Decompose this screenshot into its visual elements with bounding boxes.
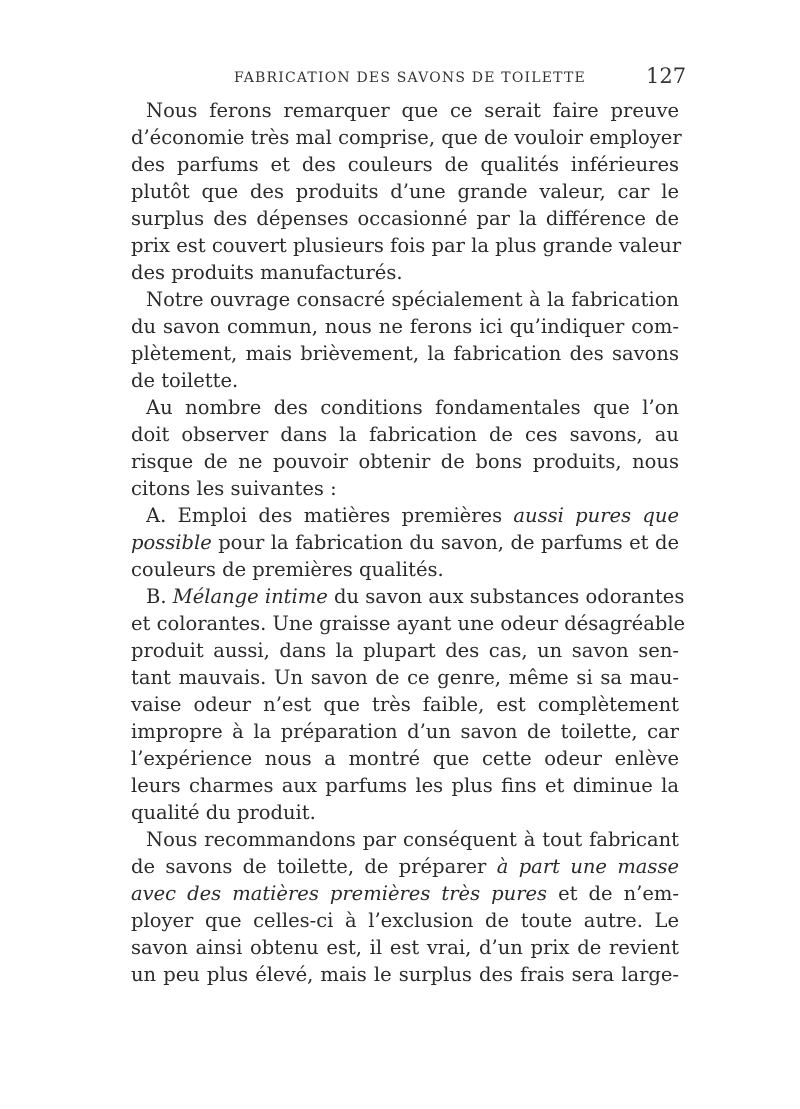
italic-text: Mélange intime	[172, 585, 328, 608]
text-run: surplus des dépenses occasionné par la différence de	[131, 207, 679, 230]
text-line	[131, 691, 679, 718]
text-line	[131, 205, 679, 232]
italic-text: aussi pures que	[513, 504, 679, 527]
text-line	[131, 259, 679, 286]
text-run: Au nombre des conditions fondamentales que l’on	[146, 396, 679, 419]
text-line	[146, 583, 685, 610]
text-line	[131, 853, 679, 880]
italic-text: avec des matières premières très pures	[131, 882, 548, 905]
text-line	[146, 286, 679, 313]
text-run: de toilette.	[131, 369, 239, 392]
text-line	[131, 151, 679, 178]
text-line	[131, 124, 682, 151]
text-run: du savon commun, nous ne ferons ici qu’indiquer com-	[131, 315, 679, 338]
page-number: 127	[646, 64, 687, 88]
text-run: Nous ferons remarquer que ce serait faire preuve	[146, 99, 679, 122]
text-line	[131, 745, 679, 772]
text-run: B.	[146, 585, 173, 608]
text-run: l’expérience nous a montré que cette odeur enlève	[131, 747, 679, 770]
text-run: d’économie très mal comprise, que de vouloir employer	[131, 126, 682, 149]
text-line	[131, 880, 679, 907]
text-run: tant mauvais. Un savon de ce genre, même si sa mau-	[131, 666, 679, 689]
text-line	[131, 178, 679, 205]
text-line	[131, 448, 679, 475]
text-run: et colorantes. Une graisse ayant une odeur désagréable	[131, 612, 686, 635]
text-run: Nous recommandons par conséquent à tout fabricant	[146, 828, 679, 851]
text-run: un peu plus élevé, mais le surplus des frais sera large-	[131, 963, 679, 986]
text-run: savon ainsi obtenu est, il est vrai, d’un prix de revient	[131, 936, 679, 959]
text-run: doit observer dans la fabrication de ces savons, au	[131, 423, 679, 446]
text-line	[146, 502, 679, 529]
text-line	[131, 421, 679, 448]
text-line	[131, 340, 679, 367]
text-run: couleurs de premières qualités.	[131, 558, 444, 581]
text-line	[131, 934, 679, 961]
text-line	[131, 664, 679, 691]
text-run: A. Emploi des matières premières	[146, 504, 514, 527]
text-line	[131, 772, 679, 799]
italic-text: à part une masse	[496, 855, 679, 878]
text-run: risque de ne pouvoir obtenir de bons produits, nous	[131, 450, 679, 473]
running-title: FABRICATION DES SAVONS DE TOILETTE	[234, 70, 586, 86]
text-run: et de n’em-	[547, 882, 679, 905]
text-line	[131, 637, 679, 664]
text-line	[131, 232, 682, 259]
text-run: impropre à la préparation d’un savon de toilette, car	[131, 720, 679, 743]
text-run: citons les suivantes :	[131, 477, 337, 500]
text-line	[131, 313, 679, 340]
text-run: pour la fabrication du savon, de parfums et de	[211, 531, 679, 554]
text-line	[146, 97, 679, 124]
text-line	[131, 961, 679, 988]
text-line	[146, 394, 679, 421]
text-line	[131, 529, 679, 556]
text-line	[131, 799, 679, 826]
text-run: de savons de toilette, de préparer	[131, 855, 497, 878]
text-line	[131, 718, 679, 745]
text-run: vaise odeur n’est que très faible, est complètement	[131, 693, 679, 716]
text-line	[146, 826, 679, 853]
text-line	[131, 610, 686, 637]
text-run: du savon aux substances odorantes	[327, 585, 685, 608]
text-line	[131, 907, 679, 934]
text-line	[131, 475, 679, 502]
italic-text: possible	[131, 531, 212, 554]
text-run: plutôt que des produits d’une grande valeur, car le	[131, 180, 679, 203]
text-run: plètement, mais brièvement, la fabrication des savons	[131, 342, 679, 365]
text-run: des parfums et des couleurs de qualités inférieures	[131, 153, 679, 176]
text-run: prix est couvert plusieurs fois par la plus grande valeur	[131, 234, 682, 257]
text-line	[131, 556, 679, 583]
text-run: leurs charmes aux parfums les plus fins et diminue la	[131, 774, 679, 797]
text-run: qualité du produit.	[131, 801, 316, 824]
text-run: produit aussi, dans la plupart des cas, un savon sen-	[131, 639, 679, 662]
text-line	[131, 367, 679, 394]
text-run: ployer que celles-ci à l’exclusion de toute autre. Le	[131, 909, 679, 932]
text-run: Notre ouvrage consacré spécialement à la fabrication	[146, 288, 679, 311]
text-run: des produits manufacturés.	[131, 261, 403, 284]
